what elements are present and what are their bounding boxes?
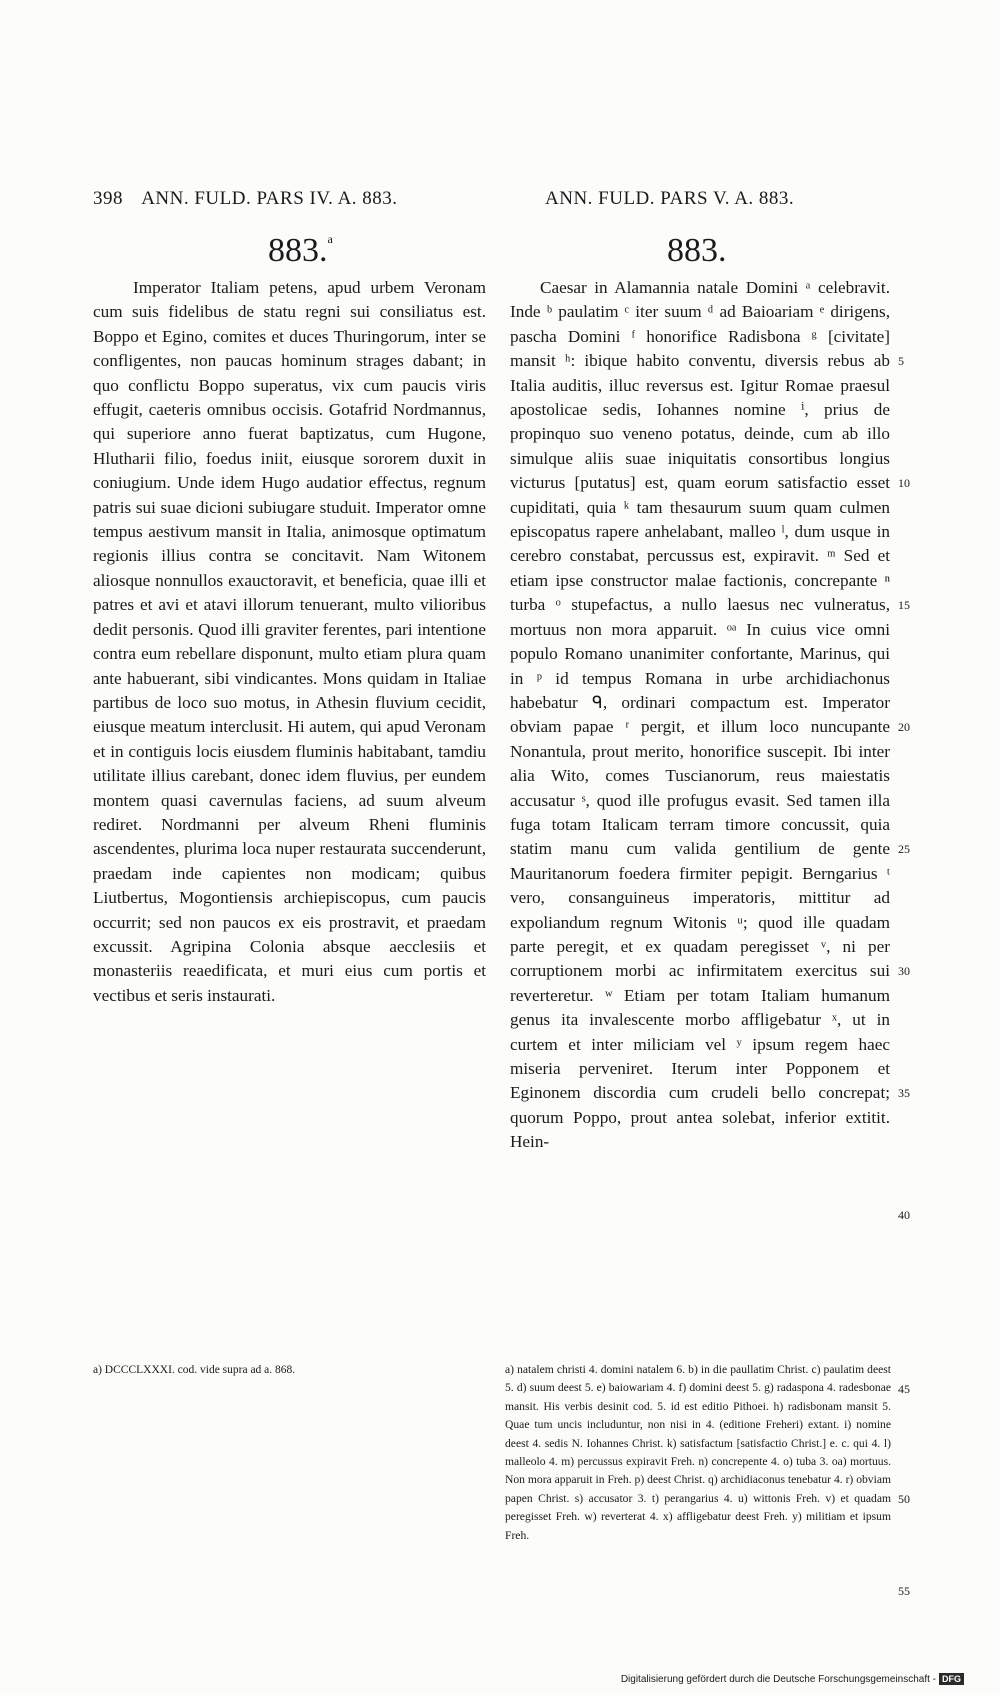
dfg-logo: DFG xyxy=(939,1673,964,1685)
footnote-line-number: 45 xyxy=(898,1382,910,1396)
line-number: 10 xyxy=(898,476,910,490)
year-left-text: 883. xyxy=(268,232,328,269)
year-heading-right: 883. xyxy=(667,232,727,269)
line-number: 40 xyxy=(898,1208,910,1222)
running-title-left: ANN. FULD. PARS IV. A. 883. xyxy=(141,188,398,209)
footnotes-right: a) natalem christi 4. domini natalem 6. b) in die paullatim Christ. c) paulatim deest 5. d) suum deest 5. e) baiowariam 4. f) domini deest 5. g) radaspona 4. radesbonae mansit. His verbis desinit cod. 5. id est editio Pithoei. h) radisbonam mansit 5. Quae tum uncis includuntur, non nisi in 4. (editione Freheri) extant. i) nomine deest 4. sedis N. Iohannes Christ. k) satisfactum [satisfactio Christ.] e. c. qui 4. l) malleolo 4. m) percussus expiravit Freh. n) concrepente 4. o) tuba 3. oa) mortuus. Non mora apparuit in Freh. p) deest Christ. q) archidiaconus tenebatur 4. r) obviam papen Christ. s) accusator 3. t) perangarius 4. u) wittonis Freh. v) et quadam peregisset Freh. w) reverterat 4. x) affligebatur deest Freh. y) militiam et ipsum Freh. xyxy=(505,1363,891,1542)
running-head-right: ANN. FULD. PARS V. A. 883. xyxy=(545,188,795,209)
line-number: 15 xyxy=(898,598,910,612)
year-note-mark: a xyxy=(327,232,333,246)
line-number: 25 xyxy=(898,842,910,856)
credit-text: Digitalisierung gefördert durch die Deutsche Forschungsgemeinschaft - xyxy=(620,1673,936,1685)
line-number: 30 xyxy=(898,964,910,978)
left-column-text: Imperator Italiam petens, apud urbem Veronam cum suis fidelibus de statu regni sui consiliatus est. Boppo et Egino, comites et duces Thuringorum, inter se confligentes, non paucas hominum strages dabant; in quo conflictu Boppo superatus, vix cum paucis viris effugit, caeteris omnibus occisis. Gotafrid Nordmannus, qui superiore anno fuerat baptizatus, cum Hugone, Hlutharii filio, foedus iniit, eiusque sororem duxit in coniugium. Unde idem Hugo audatior effectus, regnum patris sui suae dicioni subiugare studuit. Imperator omne tempus aestivum mansit in Italia, animosque optimatum regionis illius contra se concitavit. Nam Witonem aliosque nonnullos exauctoravit, et beneficia, quae illi et patres et avi et atavi illorum tenuerant, multo vilioribus dedit personis. Quod illi graviter ferentes, pari intentione contra eum rebellare disponunt, multo etiam plura quam ante habuerant, sibi vindicantes. Mons quidam in Italiae partibus de loco suo motus, in Athesin fluvium cecidit, eiusque meatum interclusit. Hi autem, qui apud Veronam et in contiguis locis eiusdem fluminis habitabant, tamdiu utilitate illius carebant, donec idem fluvius, per eundem montem quasi cavernulas faciens, ad suum alveum rediret. Nordmanni per alveum Rheni fluminis ascendentes, plurima loca nuper restaurata succenderunt, praedam inde capientes non modicam; quibus Liutbertus, Mogontiensis archiepiscopus, cum paucis occurrit; sed non paucos ex eis prostravit, et praedam excussit. Agripina Colonia absque aecclesiis et monasteriis reaedificata, et muri eius cum portis et vectibus et seris instaurati. xyxy=(93,278,486,1005)
line-number: 5 xyxy=(898,354,904,368)
footnote-left: a) DCCCLXXXI. cod. vide supra ad a. 868. xyxy=(93,1364,296,1376)
footnote-line-number: 50 xyxy=(898,1492,910,1506)
running-head-left xyxy=(93,188,398,210)
year-heading-left xyxy=(268,232,333,270)
page-number: 398 xyxy=(93,188,123,209)
digitization-credit xyxy=(621,1673,964,1685)
footnote-line-number: 55 xyxy=(898,1584,910,1598)
right-column-text: Caesar in Alamannia natale Domini ᵃ celebravit. Inde ᵇ paulatim ᶜ iter suum ᵈ ad Baioariam ᵉ dirigens, pascha Domini ᶠ honorifice Radisbona ᵍ [civitate] mansit ʰ: ibique habito conventu, diversis rebus ab Italia auditis, illuc reversus est. Igitur Romae praesul apostolicae sedis, Iohannes nomine ⁱ, prius de propinquo suo veneno potatus, deinde, cum ab illo simulque aliis suae iniquitatis consortibus longius victurus [putatus] est, quam eorum satisfactio esset cupiditati, quia ᵏ tam thesaurum suum quam culmen episcopatus rapere anhelabant, malleo ˡ, dum usque in cerebro constabat, percussus est, expiravit. ᵐ Sed et etiam ipse constructor malae factionis, concrepante ⁿ turba ᵒ stupefactus, a nullo laesus nec vulneratus, mortuus non mora apparuit. ᵒᵃ In cuius vice omni populo Romano unanimiter confortante, Marinus, qui in ᵖ id tempus Romana in urbe archidiachonus habebatur ᑫ, ordinari compactum est. Imperator obviam papae ʳ pergit, et illum loco nuncupante Nonantula, prout merito, honorifice suscepit. Ibi inter alia Wito, comes Tuscianorum, reus maiestatis accusatur ˢ, quod ille profugus evasit. Sed tamen illa fuga totam Italicam terram timore concussit, quia statim manu cum valida gentilium de gente Mauritanorum foedera firmiter pepigit. Berngarius ᵗ vero, consanguineus imperatoris, mittitur ad expoliandum regnum Witonis ᵘ; quod ille quadam parte peregit, et ex quadam peregisset ᵛ, ni per corruptionem morbi ac infirmitatem exercitus sui reverteretur. ʷ Etiam per totam Italiam humanum genus ita invalescente morbo affligebatur ˣ, ut in curtem et inter miliciam vel ʸ ipsum regem haec miseria perveniret. Iterum inter Popponem et Eginonem discordia cum crudeli bello concrepat; quorum Poppo, prout antea solebat, inferior extitit. Hein- xyxy=(510,278,890,1152)
line-number: 35 xyxy=(898,1086,910,1100)
line-number: 20 xyxy=(898,720,910,734)
